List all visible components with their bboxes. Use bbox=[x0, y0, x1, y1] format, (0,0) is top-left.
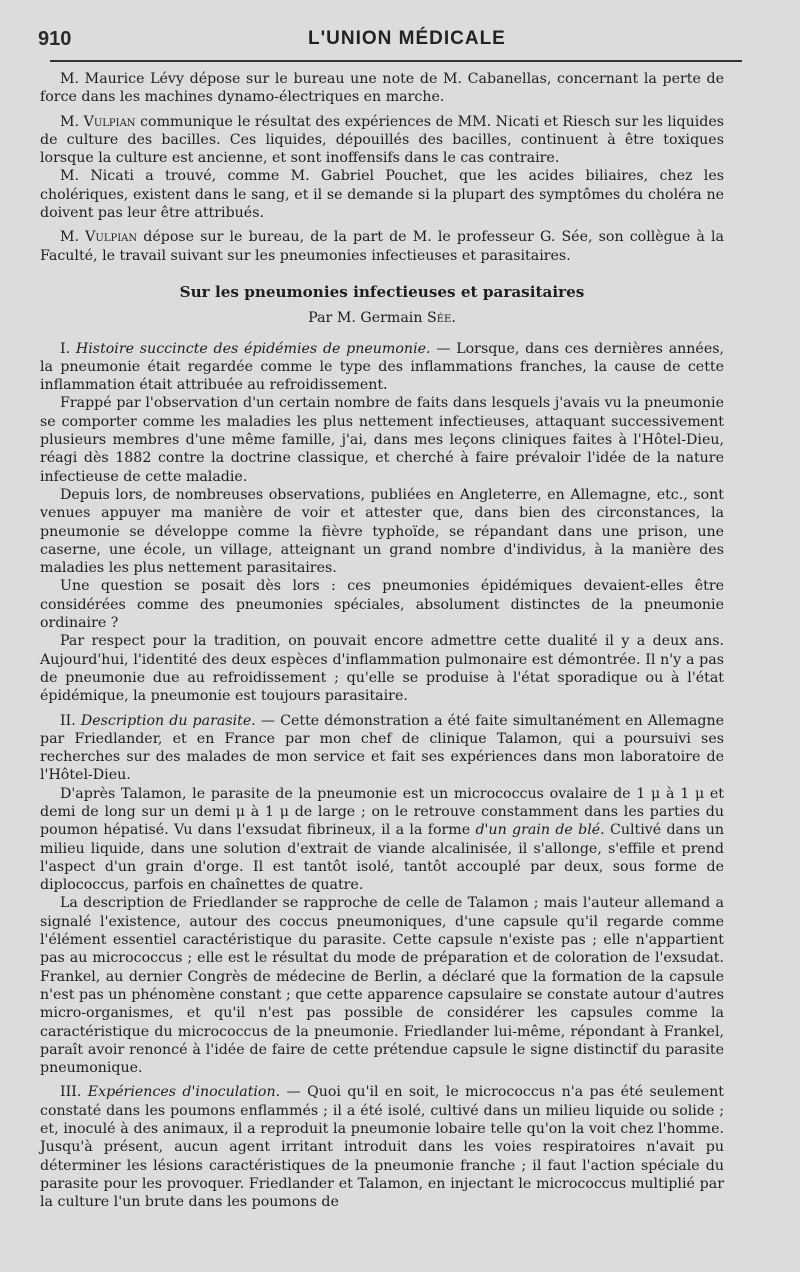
author-name: Vulpian bbox=[83, 113, 136, 130]
author-name: Vulpian bbox=[85, 229, 138, 246]
byline-name: Sée bbox=[426, 310, 452, 327]
page-body bbox=[40, 70, 724, 1212]
section-number: I. bbox=[60, 340, 76, 357]
section-title: Expériences d'inoculation. bbox=[87, 1084, 281, 1101]
section-3-paragraph bbox=[40, 1083, 724, 1211]
byline-prefix: Par M. Germain bbox=[308, 310, 427, 327]
paragraph-nicati: M. Nicati a trouvé, comme M. Gabriel Pouchet, que les acides biliaires, chez les cholériques, existent dans le sang, et il se demande si la plupart des symptômes du choléra ne doivent pas leur être attribués. bbox=[40, 168, 724, 222]
paragraph-text: dépose sur le bureau, de la part de M. le professeur G. Sée, son collègue à la Faculté, le travail suivant sur les pneumonies infectieuses et parasitaires. bbox=[40, 229, 724, 264]
running-title: L'UNION MÉDICALE bbox=[308, 28, 506, 49]
section-2-paragraph-2 bbox=[40, 785, 724, 895]
section-number: III. bbox=[60, 1084, 88, 1101]
section-1-paragraph-4: Une question se posait dès lors : ces pneumonies épidémiques devaient-elles être considérées comme des pneumonies spéciales, absolument distinctes de la pneumonie ordinaire ? bbox=[40, 578, 724, 632]
section-title: Description du parasite. bbox=[80, 712, 256, 729]
section-text: — Quoi qu'il en soit, le micrococcus n'a pas été seulement constaté dans les poumons enflammés ; il a été isolé, cultivé dans un milieu liquide ou solide ; et, inoculé à des animaux, il a reproduit la pneumonie lobaire telle qu'on la voit chez l'homme. Jusqu'à présent, aucun agent irritant introduit dans les voies respiratoires n'avait pu déterminer les lésions caractéristiques de la pneumonie franche ; il faut l'action spéciale du parasite pour les provoquer. Friedlander et Talamon, en injectant le micrococcus multiplié par la culture l'un brute dans les poumons de bbox=[40, 1084, 724, 1211]
section-1-paragraph-3: Depuis lors, de nombreuses observations, publiées en Angleterre, en Allemagne, etc., sont venues appuyer ma manière de voir et attester que, dans bien des circonstances, la pneumonie se développe comme la fièvre typhoïde, se répandant dans une prison, une caserne, une école, un village, atteignant un grand nombre d'individus, à la manière des maladies les plus nettement parasitaires. bbox=[40, 486, 724, 577]
section-title: Histoire succincte des épidémies de pneumonie. bbox=[75, 340, 431, 357]
section-number: II. bbox=[60, 712, 81, 729]
paragraph-text: . Cultivé dans un milieu liquide, dans une solution d'extrait de viande alcalinisée, il s'allonge, s'effile et prend l'aspect d'un grain d'orge. Il est tantôt isolé, tantôt accouplé par deux, sous forme de diplococcus, parfois en chaînettes de quatre. bbox=[40, 822, 725, 894]
section-1-paragraph-2: Frappé par l'observation d'un certain nombre de faits dans lesquels j'avais vu la pneumonie se comporter comme les maladies les plus nettement infectieuses, attaquant successivement plusieurs membres d'une même famille, j'ai, dans mes leçons cliniques faites à l'Hôtel-Dieu, réagi dès 1882 contre la doctrine classique, et cherché à faire prévaloir l'idée de la nature infectieuse de cette maladie. bbox=[40, 395, 724, 485]
section-1-paragraph-5: Par respect pour la tradition, on pouvait encore admettre cette dualité il y a deux ans. Aujourd'hui, l'identité des deux espèces d'inflammation pulmonaire est démontrée. Il n'y a pas de pneumonie due au refroidissement ; qu'elle se produise à l'état sporadique ou à l'état épidémique, la pneumonie est toujours parasitaire. bbox=[40, 633, 724, 705]
page-number: 910 bbox=[38, 28, 72, 50]
article-byline: Par M. Germain Sée. bbox=[308, 310, 456, 327]
section-text: — Cette démonstration a été faite simultanément en Allemagne par Friedlander, et en France par mon chef de clinique Talamon, qui a poursuivi ses recherches sur des malades de mon service et fait ses expériences dans mon laboratoire de l'Hôtel-Dieu. bbox=[40, 712, 725, 784]
paragraph-vulpian-deposit: M. Vulpian dépose sur le bureau, de la part de M. le professeur G. Sée, son collègue à la Faculté, le travail suivant sur les pneumonies infectieuses et parasitaires. bbox=[40, 229, 724, 264]
paragraph-text: D'après Talamon, le parasite de la pneumonie est un micrococcus ovalaire de 1 μ à 1 μ et demi de long sur un demi μ à 1 μ de large ; on le retrouve constamment dans les parties du poumon hépatisé. Vu dans l'exsudat fibrineux, il a la forme bbox=[40, 785, 724, 839]
section-text: — Lorsque, dans ces dernières années, la pneumonie était regardée comme le type des inflammations franches, la cause de cette inflammation était attribuée au refroidissement. bbox=[40, 340, 725, 394]
section-2-paragraph-3: La description de Friedlander se rapproche de celle de Talamon ; mais l'auteur allemand a signalé l'existence, autour des coccus pneumoniques, d'une capsule qu'il regarde comme l'élément essentiel caractéristique du parasite. Cette capsule n'existe pas ; elle n'appartient pas au micrococcus ; elle est le résultat du mode de préparation et de coloration de l'exsudat. Frankel, au dernier Congrès de médecine de Berlin, a déclaré que la formation de la capsule n'est pas un phénomène constant ; que cette apparence capsulaire se constate autour d'autres micro-organismes, et qu'il n'est pas possible de considérer les capsules comme la caractéristique du micrococcus de la pneumonie. Friedlander lui-même, répondant à Frankel, paraît avoir renoncé à l'idée de faire de cette prétendue capsule le signe distinctif du parasite pneumonique. bbox=[40, 895, 724, 1077]
page-header bbox=[38, 24, 738, 54]
header-rule bbox=[50, 60, 742, 62]
section-2-paragraph bbox=[40, 712, 724, 785]
paragraph-text: communique le résultat des expériences de MM. Nicati et Riesch sur les liquides de culture des bacilles. Ces liquides, dépouillés des bacilles, continuent à être toxiques lorsque la culture est ancienne, et sont inoffensifs dans le cas contraire. bbox=[40, 113, 724, 167]
emphasis-text: d'un grain de blé bbox=[475, 822, 601, 839]
section-1-paragraph bbox=[40, 340, 724, 395]
paragraph-levy: M. Maurice Lévy dépose sur le bureau une note de M. Cabanellas, concernant la perte de force dans les machines dynamo-électriques en marche. bbox=[40, 71, 724, 106]
article-title: Sur les pneumonies infectieuses et parasitaires bbox=[179, 282, 585, 301]
paragraph-vulpian-results: M. Vulpian communique le résultat des expériences de MM. Nicati et Riesch sur les liquides de culture des bacilles. Ces liquides, dépouillés des bacilles, continuent à être toxiques lorsque la culture est ancienne, et sont inoffensifs dans le cas contraire. bbox=[40, 113, 724, 167]
